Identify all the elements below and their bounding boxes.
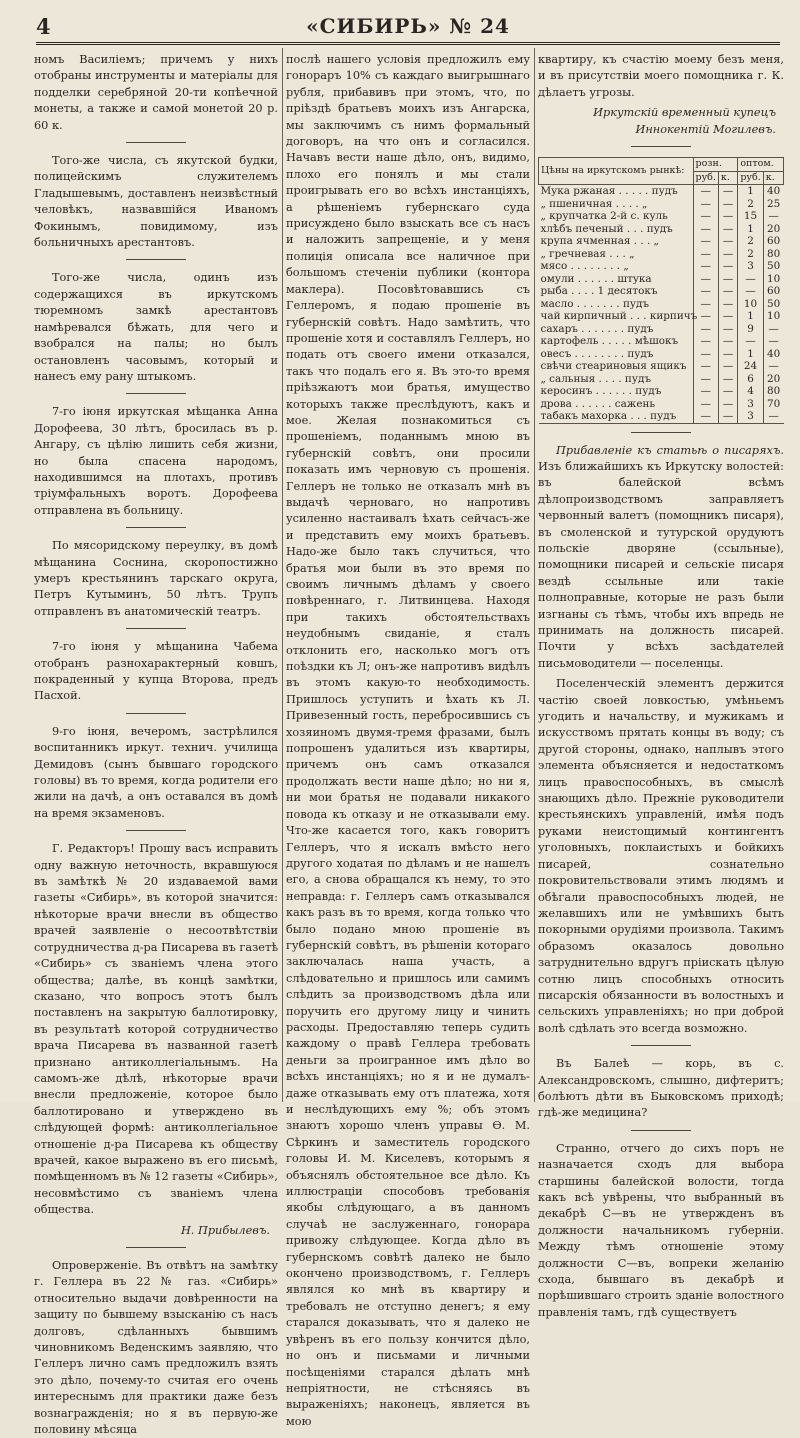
price-item-name: „ гречневая . . . „ (540, 247, 635, 260)
price-row (539, 185, 784, 198)
wholesale-kop: 80 (763, 385, 783, 398)
wholesale-rub: 1 (738, 310, 763, 323)
price-row (539, 385, 784, 398)
wholesale-kop: 20 (763, 223, 783, 236)
newspaper-title: «СИБИРЬ» № 24 (306, 14, 510, 38)
price-item-name: масло . . . . . . . пудъ (540, 297, 650, 310)
wholesale-rub: 10 (738, 298, 763, 311)
retail-kop: — (718, 348, 737, 361)
wholesale-kop: 10 (763, 273, 783, 286)
news-item: 7-го іюня иркутская мѣщанка Анна Дорофеева, 30 лѣтъ, бросилась въ р. Ангару, съ цѣлію лишить себя жизни, но была спасена народомъ, находившимся на плотахъ, противъ тріумфальныхъ воротъ. Дорофеева отправлена въ больницу. (34, 405, 278, 517)
retail-kop: — (718, 310, 737, 323)
retail-kop: — (718, 285, 737, 298)
column-divider (534, 48, 535, 1102)
price-row (539, 298, 784, 311)
wholesale-kop: — (763, 210, 783, 223)
retail-rub: — (693, 185, 718, 198)
retail-kop: — (718, 198, 737, 211)
page-header (36, 14, 780, 44)
price-item-name: „ пшеничная . . . . „ (540, 197, 648, 210)
news-item: По мясоридскому переулку, въ домѣ мѣщанина Соснина, скоропостижно умеръ крестьянинъ тарскаго округа, Петръ Кутыминъ, 50 лѣтъ. Трупъ отправленъ въ анатомическій театръ. (34, 539, 278, 618)
price-row (539, 285, 784, 298)
price-item-name: картофель . . . . . мѣшокъ (540, 335, 679, 348)
retail-kop: — (718, 235, 737, 248)
retail-rub: — (693, 348, 718, 361)
retail-kop: — (718, 335, 737, 348)
wholesale-rub: 2 (738, 235, 763, 248)
price-row (539, 223, 784, 236)
market-price-table (538, 157, 784, 424)
column-3 (538, 52, 784, 1319)
price-item-name: дрова . . . . . . сажень (540, 397, 656, 410)
retail-rub: — (693, 210, 718, 223)
price-item-name: табакъ махорка . . . пудъ (539, 410, 694, 423)
retail-rub: — (693, 260, 718, 273)
retail-rub: — (693, 273, 718, 286)
retail-kop: — (718, 273, 737, 286)
separator (126, 259, 186, 260)
wholesale-kop: 40 (763, 185, 783, 198)
price-row (539, 273, 784, 286)
wholesale-kop: — (763, 410, 783, 423)
retail-rub: — (693, 360, 718, 373)
retail-kop: — (718, 410, 737, 423)
price-item-name: мясо . . . . . . . . „ (540, 260, 629, 273)
refutation-start: Опроверженіе. Въ отвѣтъ на замѣтку г. Геллера въ 22 № газ. «Сибирь» относительно выдачи довѣренности на защиту по бывшему взысканію съ насъ долговъ, сдѣланныхъ бывшимъ чиновникомъ Веденскимъ заявляю, что Геллеръ лично самъ предложилъ взять это дѣло, почему-то считая его очень интереснымъ для практики даже безъ вознагражденія; но я въ первую-же половину мѣсяца (34, 1259, 278, 1437)
wholesale-kop: 10 (763, 310, 783, 323)
news-item: 7-го іюня у мѣщанина Чабема отобранъ разнохарактерный ковшъ, покраденный у купца Второва, предъ Пасхой. (34, 640, 278, 703)
price-row (539, 260, 784, 273)
price-row (539, 410, 784, 423)
wholesale-rub: 2 (738, 248, 763, 261)
price-row (539, 360, 784, 373)
separator (126, 142, 186, 143)
rub-header: руб. (693, 171, 718, 185)
wholesale-rub: 15 (738, 210, 763, 223)
price-row (539, 348, 784, 361)
column-2 (286, 52, 530, 1428)
retail-kop: — (718, 398, 737, 411)
wholesale-kop: 25 (763, 198, 783, 211)
retail-kop: — (718, 223, 737, 236)
wholesale-rub: 1 (738, 223, 763, 236)
wholesale-rub: 4 (738, 385, 763, 398)
price-row (539, 198, 784, 211)
merchant-signature: Иркутскій временный купецъ Иннокентій Могилевъ. (593, 106, 776, 136)
wholesale-header: оптом. (738, 158, 784, 172)
retail-rub: — (693, 298, 718, 311)
wholesale-kop: 40 (763, 348, 783, 361)
price-row (539, 398, 784, 411)
column-1 (34, 52, 278, 1437)
addendum-text: Изъ ближайшихъ къ Иркутску волостей: въ балейской всѣмъ дѣлопроизводствомъ заправляетъ червонный валетъ (помощникъ писаря), въ смоленской и тутурской орудуютъ польскіе дворяне (ссыльные), помощники писарей и сельскіе писаря вездѣ ссыльные или такіе полноправные, которые не разъ были изгнаны съ тѣмъ, чтобы ихъ впредь не принимать на должность писарей. Почти у всѣхъ засѣдателей письмоводители — поселенцы. (538, 459, 784, 670)
retail-rub: — (693, 198, 718, 211)
header-rule (36, 42, 780, 45)
separator (126, 628, 186, 629)
news-item: Странно, отчего до сихъ поръ не назначается сходъ для выбора старшины балейской волости, тогда какъ всѣ увѣрены, что выбранный въ декабрѣ С—въ не утвержденъ въ должности начальникомъ губерніи. Между тѣмъ отношеніе этому должности С—въ, вопреки желанію схода, бывшаго въ декабрѣ и порѣшившаго строить зданіе волостного правленія тамъ, гдѣ существуетъ (538, 1141, 784, 1319)
retail-kop: — (718, 210, 737, 223)
retail-rub: — (693, 235, 718, 248)
price-item-name: рыба . . . . 1 десятокъ (540, 285, 658, 298)
wholesale-kop: 60 (763, 285, 783, 298)
price-item-name: сахаръ . . . . . . . пудъ (540, 322, 654, 335)
retail-kop: — (718, 360, 737, 373)
price-row (539, 210, 784, 223)
wholesale-kop: 60 (763, 235, 783, 248)
price-row (539, 248, 784, 261)
news-item: Въ Балеѣ — корь, въ с. Александровскомъ, слышно, дифтеритъ; болѣютъ дѣти въ Быковскомъ приходѣ; гдѣ-же медицина? (538, 1057, 784, 1120)
price-item-name: крупа ячменная . . . „ (540, 235, 659, 248)
news-item: номъ Василіемъ; причемъ у нихъ отобраны инструменты и матеріалы для подделки серебряной 20-ти копѣечной монеты, а также и самой монетой 20 р. 60 к. (34, 53, 278, 132)
wholesale-rub: 1 (738, 348, 763, 361)
retail-kop: — (718, 248, 737, 261)
wholesale-kop: — (763, 323, 783, 336)
retail-rub: — (693, 323, 718, 336)
separator (631, 146, 691, 147)
separator (126, 713, 186, 714)
retail-rub: — (693, 310, 718, 323)
retail-rub: — (693, 223, 718, 236)
kop-header: к. (763, 171, 783, 185)
price-item-name: керосинъ . . . . . . пудъ (540, 385, 662, 398)
retail-kop: — (718, 385, 737, 398)
wholesale-rub: 24 (738, 360, 763, 373)
retail-header: розн. (693, 158, 738, 172)
retail-rub: — (693, 373, 718, 386)
price-item-name: свѣчи стеариновыя ящикъ (540, 360, 687, 373)
price-item-name: „ крупчатка 2-й с. куль (540, 210, 668, 223)
price-item-name: чай кирпичный . . . кирпичъ (540, 310, 698, 323)
wholesale-rub: 3 (738, 398, 763, 411)
separator (631, 432, 691, 433)
retail-kop: — (718, 323, 737, 336)
news-item: Того-же числа, съ якутской будки, полицейскимъ служителемъ Гладышевымъ, доставленъ неизвѣстный человѣкъ, назвавшійся Иваномъ Фокинымъ, повидимому, изъ больничныхъ арестантовъ. (34, 154, 278, 250)
price-row (539, 235, 784, 248)
retail-rub: — (693, 335, 718, 348)
wholesale-rub: 6 (738, 373, 763, 386)
retail-rub: — (693, 285, 718, 298)
price-row (539, 310, 784, 323)
price-row (539, 335, 784, 348)
refutation-continued: послѣ нашего условія предложилъ ему гонораръ 10% съ каждаго выигрышнаго рубля, прибавивъ при этомъ, что, по пріѣздѣ братьевъ моихъ изъ Ангарска, мы заключимъ съ нимъ формальный договоръ, на что онъ и согласился. Начавъ вести наше дѣло, онъ, видимо, плохо его понялъ и мы стали проигрывать его во всѣхъ инстанціяхъ, а рѣшеніемъ губернскаго суда присуждено было взыскать все съ насъ и наложить запрещеніе, и у меня полиція описала все наличное при большомъ стеченіи публики (контора маклера). Посовѣтовавшись съ Геллеромъ, я подаю прошеніе въ губернскій совѣтъ. Надо замѣтить, что прошеніе хотя и составлялъ Геллеръ, но подать отъ своего имени отказался, такъ что подалъ его я. Въ это-то время пріѣзжаютъ мои братья, имущество которыхъ также преслѣдуютъ, какъ и мое. Желая познакомиться съ прошеніемъ, поданнымъ мною въ губернскій совѣтъ, они просили показать имъ черновую съ прошенія. Геллеръ не только не отказалъ мнѣ въ выдачѣ черноваго, но напротивъ усиленно настаивалъ ѣхать сейчасъ-же и представить ему моихъ братьевъ. Надо-же было такъ случиться, что братья мои были въ это время по своимъ личнымъ дѣламъ у своего повѣреннаго, г. Литвинцева. Находя при такихъ обстоятельствахъ неудобнымъ свиданіе, я сталъ отклонить его, насколько могъ отъ поѣздки къ Л; онъ-же напротивъ видѣлъ въ этомъ какую-то необходимость. Пришлось уступить и ѣхать къ Л. Привезенный гость, перебросившись съ хозяиномъ двумя-тремя фразами, былъ попрошенъ удалиться изъ квартиры, причемъ онъ самъ отказался продолжать вести наше дѣло; но ни я, ни мои братья не подавали никакого повода къ отказу и не отказывали ему. Что-же касается того, какъ говоритъ Геллеръ, что я искалъ вмѣсто него другого ходатая по дѣламъ и не нашелъ его, а снова обращался къ нему, то это неправда: г. Геллеръ самъ отказывался какъ разъ въ то время, когда только что было подано мною прошеніе въ губернскій совѣтъ, въ рѣшеніи котораго заключалась наша участь, а слѣдовательно и пришлось или самимъ слѣдить за производствомъ дѣла или поручить его другому лицу и чинить расходы. Предоставляю теперь судить каждому о правѣ Геллера требовать деньги за проигранное имъ дѣло во всѣхъ инстанціяхъ; но я и не думалъ-даже отказывать ему отъ платежа, хотя и неслѣдующихъ ему %; объ этомъ знаютъ хорошо членъ управы Ѳ. М. Сѣркинъ и заместитель городского головы И. М. Киселевъ, которымъ я объяснялъ обстоятельное все дѣло. Къ иллюстраціи способовъ требованія якобы слѣдующаго, а въ данномъ случаѣ не заслуженнаго, гонорара привожу слѣдующее. Когда дѣло въ губернскомъ совѣтѣ далеко не было окончено производствомъ, г. Геллеръ являлся ко мнѣ въ квартиру и требовалъ не отступно денегъ; я ему старался доказывать, что я далеко не увѣренъ въ его пользу кончится дѣло, но онъ и письмами и личными посѣщеніями старался дѣлать мнѣ непріятности, не стѣсняясь въ выраженіяхъ; наконецъ, является въ мою (286, 53, 530, 1428)
wholesale-kop: 80 (763, 248, 783, 261)
news-item: Того-же числа, одинъ изъ содержащихся въ иркутскомъ тюремномъ замкѣ арестантовъ намѣревался бѣжать, для чего и взобрался на палы; но былъ остановленъ часовымъ, который и нанесъ ему рану штыкомъ. (34, 271, 278, 383)
wholesale-rub: 9 (738, 323, 763, 336)
price-item-name: омули . . . . . . штука (540, 272, 652, 285)
price-item-name: хлѣбъ печеный . . . пудъ (540, 222, 673, 235)
wholesale-rub: — (738, 285, 763, 298)
separator (631, 1130, 691, 1131)
news-item: 9-го іюня, вечеромъ, застрѣлился воспитанникъ иркут. технич. училища Демидовъ (сынъ бывшаго городского головы) въ то время, когда родители его жили на дачѣ, а онъ оставался въ домѣ на время экзаменовъ. (34, 724, 278, 820)
price-item-name: „ сальныя . . . . пудъ (540, 372, 651, 385)
retail-rub: — (693, 248, 718, 261)
wholesale-rub: 2 (738, 198, 763, 211)
kop-header: к. (718, 171, 737, 185)
separator (126, 393, 186, 394)
addendum-title: Прибавленіе къ статьѣ о писаряхъ. (556, 443, 784, 457)
wholesale-kop: 50 (763, 298, 783, 311)
article-paragraph: Поселенческій элементъ держится частію своей ловкостью, умѣньемъ угодить и начальству, и мужикамъ и искусствомъ прятать концы въ воду; съ другой стороны, однако, наплывъ этого элемента объясняется и недостаткомъ лицъ правоспособныхъ, въ смыслѣ знающихъ дѣло. Прежніе руководители крестьянскихъ управленій, имѣя подъ руками неистощимый контингентъ уголовныхъ, поклаистыхъ и бойкихъ писарей, сознательно покровительствовали этимъ людямъ и обѣгали правоспособныхъ людей, не желавшихъ или не умѣвшихъ быть покорными орудіями произвола. Такимъ образомъ оказалось довольно затруднительно вдругъ пріискать цѣлую сотню лицъ способныхъ относить писарскія обязанности въ волостныхъ и сельскихъ управленіяхъ; но при доброй волѣ сдѣлать это всегда возможно. (538, 677, 784, 1035)
wholesale-rub: 3 (738, 410, 763, 423)
wholesale-rub: — (738, 335, 763, 348)
addendum-paragraph (538, 443, 784, 673)
separator (631, 1045, 691, 1046)
wholesale-rub: 1 (738, 185, 763, 198)
price-table-caption: Цѣны на иркутскомъ рынкѣ: (539, 158, 694, 185)
separator (126, 527, 186, 528)
wholesale-kop: 20 (763, 373, 783, 386)
price-row (539, 323, 784, 336)
separator (126, 1247, 186, 1248)
retail-rub: — (693, 385, 718, 398)
price-item-name: овесъ . . . . . . . . пудъ (540, 347, 654, 360)
letter-to-editor: Г. Редакторъ! Прошу васъ исправить одну важную неточность, вкравшуюся въ замѣткѣ № 20 издаваемой вами газеты «Сибирь», въ которой значится: нѣкоторые врачи внесли въ общество врачей заявленіе о несоотвѣтствіи сотрудничества д-ра Писарева въ газетѣ «Сибирь» съ званіемъ члена этого общества; далѣе, въ концѣ замѣтки, сказано, что вопросъ этотъ былъ поставленъ на закрытую баллотировку, въ результатѣ которой сотрудничество врача Писарева въ названной газетѣ признано антиколлегіальнымъ. На самомъ-же дѣлѣ, нѣкоторые врачи внесли предложеніе, которое было баллотировано и утверждено въ слѣдующей формѣ: антиколлегіальное отношеніе д-ра Писарева къ обществу врачей, какое выражено въ его письмѣ, помѣщенномъ въ № 12 газеты «Сибирь», несовмѣстимо съ званіемъ члена общества. (34, 842, 278, 1217)
wholesale-kop: 70 (763, 398, 783, 411)
rub-header: руб. (738, 171, 763, 185)
price-item-name: Мука ржаная . . . . . пудъ (540, 185, 678, 198)
price-row (539, 373, 784, 386)
retail-kop: — (718, 185, 737, 198)
refutation-end: квартиру, къ счастію моему безъ меня, и въ присутствіи моего помощника г. К. дѣлаетъ угрозы. (538, 53, 784, 99)
retail-rub: — (693, 410, 718, 423)
retail-kop: — (718, 373, 737, 386)
letter-signature: Н. Прибылевъ. (180, 1223, 270, 1237)
wholesale-kop: 50 (763, 260, 783, 273)
page-number: 4 (36, 14, 51, 39)
retail-kop: — (718, 298, 737, 311)
wholesale-kop: — (763, 360, 783, 373)
column-divider (282, 48, 283, 1102)
retail-kop: — (718, 260, 737, 273)
wholesale-rub: — (738, 273, 763, 286)
retail-rub: — (693, 398, 718, 411)
wholesale-rub: 3 (738, 260, 763, 273)
wholesale-kop: — (763, 335, 783, 348)
separator (126, 830, 186, 831)
